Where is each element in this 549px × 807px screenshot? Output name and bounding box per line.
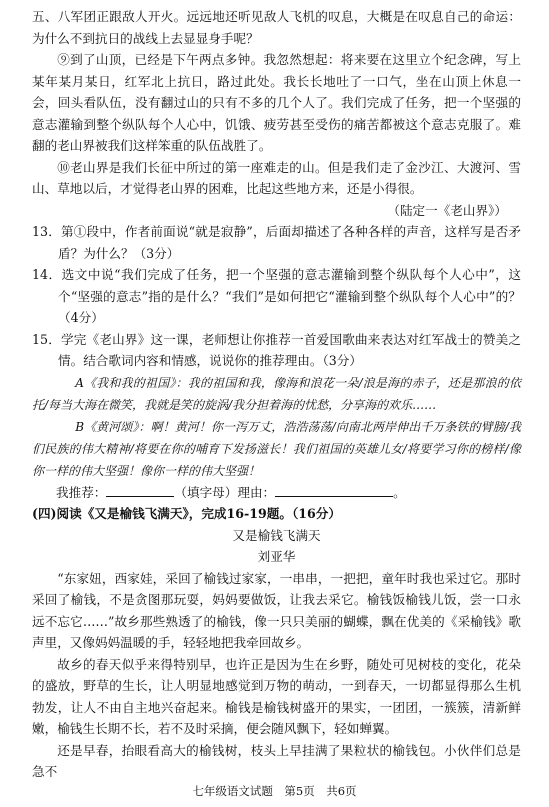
passage-paragraph-10: ⑩老山界是我们长征中所过的第一座难走的山。但是我们走了金沙江、大渡河、雪山、草地以后，才觉得老山界的困难，比起这些地方来，还是小得很。 bbox=[32, 159, 521, 196]
letter-answer-blank[interactable] bbox=[106, 482, 174, 497]
page-footer: 七年级语文试题 第5页 共6页 bbox=[192, 784, 357, 798]
passage-paragraph-9: ⑨到了山顶，已经是下午两点多钟。我忽然想起：将来要在这里立个纪念碑，写上某年某月某日，红军北上抗日，路过此处。我长长地吐了一口气，坐在山顶上休息一会，回头看队伍，没有翻过山的只有不多的几个人了。我们完成了任务，把一个坚强的意志灌输到整个纵队每个人心中，饥饿、疲劳甚至受伤的痛苦都被这个意志克服了。难翻的老山界被我们这样笨重的队伍战胜了。 bbox=[32, 52, 521, 153]
article-title: 又是榆钱飞满天 bbox=[232, 527, 321, 543]
article-paragraph-1: “东家妞，西家娃，采回了榆钱过家家，一串串，一把把，童年时我也采过它。那时采回了榆钱，不是贪图那玩耍，妈妈要做饭，让我去采它。榆钱饭榆钱儿饭，尝一口永远不忘它……”故乡那些熟透了的榆钱，像一只只美丽的蝴蝶，飘在优美的《采榆钱》歌声里，又像妈妈温暖的手，轻轻地把我牵回故乡。 bbox=[32, 570, 521, 650]
passage-paragraph-continued: 五、八军团正跟敌人开火。远远地还听见敌人飞机的叹息，大概是在叹息自己的命运：为什么不到抗日的战线上去显显身手呢？ bbox=[32, 9, 521, 46]
article-author: 刘亚华 bbox=[257, 549, 296, 564]
song-option-b: B《黄河颂》：啊！黄河！你一泻万丈，浩浩荡荡/向南北两岸伸出千万条铁的臂膀/我们民族的伟大精神/将要在你的哺育下发扬滋长！我们祖国的英雄儿女/将要学习你的榜样/像你一样的伟大坚强！像你一样的伟大坚强！ bbox=[32, 419, 521, 478]
reason-answer-blank[interactable] bbox=[275, 482, 393, 497]
song-option-a: A《我和我的祖国》：我的祖国和我，像海和浪花一朵/浪是海的赤子，还是那浪的依托/每当大海在微笑，我就是笑的旋涡/我分担着海的忧愁，分享海的欢乐…… bbox=[32, 375, 521, 412]
recommend-end: 。 bbox=[393, 484, 406, 500]
article-paragraph-2: 故乡的春天似乎来得特别早，也许正是因为生在乡野，随处可见树枝的变化，花朵的盛放，野草的生长，让人明显地感觉到万物的萌动，一到春天，一切都显得那么生机勃发，让人不由自主地兴奋起来。榆钱是榆钱树盛开的果实，一团团，一簇簇，清新鲜嫩，榆钱生长期不长，若不及时采摘，便会随风飘下，轻如蝉翼。 bbox=[32, 656, 521, 736]
recommend-hint: （填字母）理由： bbox=[174, 484, 276, 500]
question-13: 13．第①段中，作者前面说“就是寂静”，后面却描述了各种各样的声音，这样写是否矛盾？为什么？（3分） bbox=[32, 224, 521, 261]
article-paragraph-3: 还是早春，抬眼看高大的榆钱树，枝头上早挂满了果粒状的榆钱包。小伙伴们总是急不 bbox=[32, 742, 521, 779]
question-14: 14．选文中说“我们完成了任务，把一个坚强的意志灌输到整个纵队每个人心中”，这个“坚强的意志”指的是什么？“我们”是如何把它“灌输到整个纵队每个人心中”的？ （4分） bbox=[32, 267, 534, 325]
recommend-label: 我推荐： bbox=[56, 484, 107, 500]
section-4-title: (四)阅读《又是榆钱飞满天》，完成16-19题。（16分） bbox=[32, 506, 341, 521]
recommend-line bbox=[32, 482, 521, 504]
passage-source: （陆定一《老山界》） bbox=[387, 202, 507, 218]
question-15: 15．学完《老山界》这一课，老师想让你推荐一首爱国歌曲来表达对红军战士的赞美之情。结合歌词内容和情感，说说你的推荐理由。（3分） bbox=[32, 331, 521, 368]
